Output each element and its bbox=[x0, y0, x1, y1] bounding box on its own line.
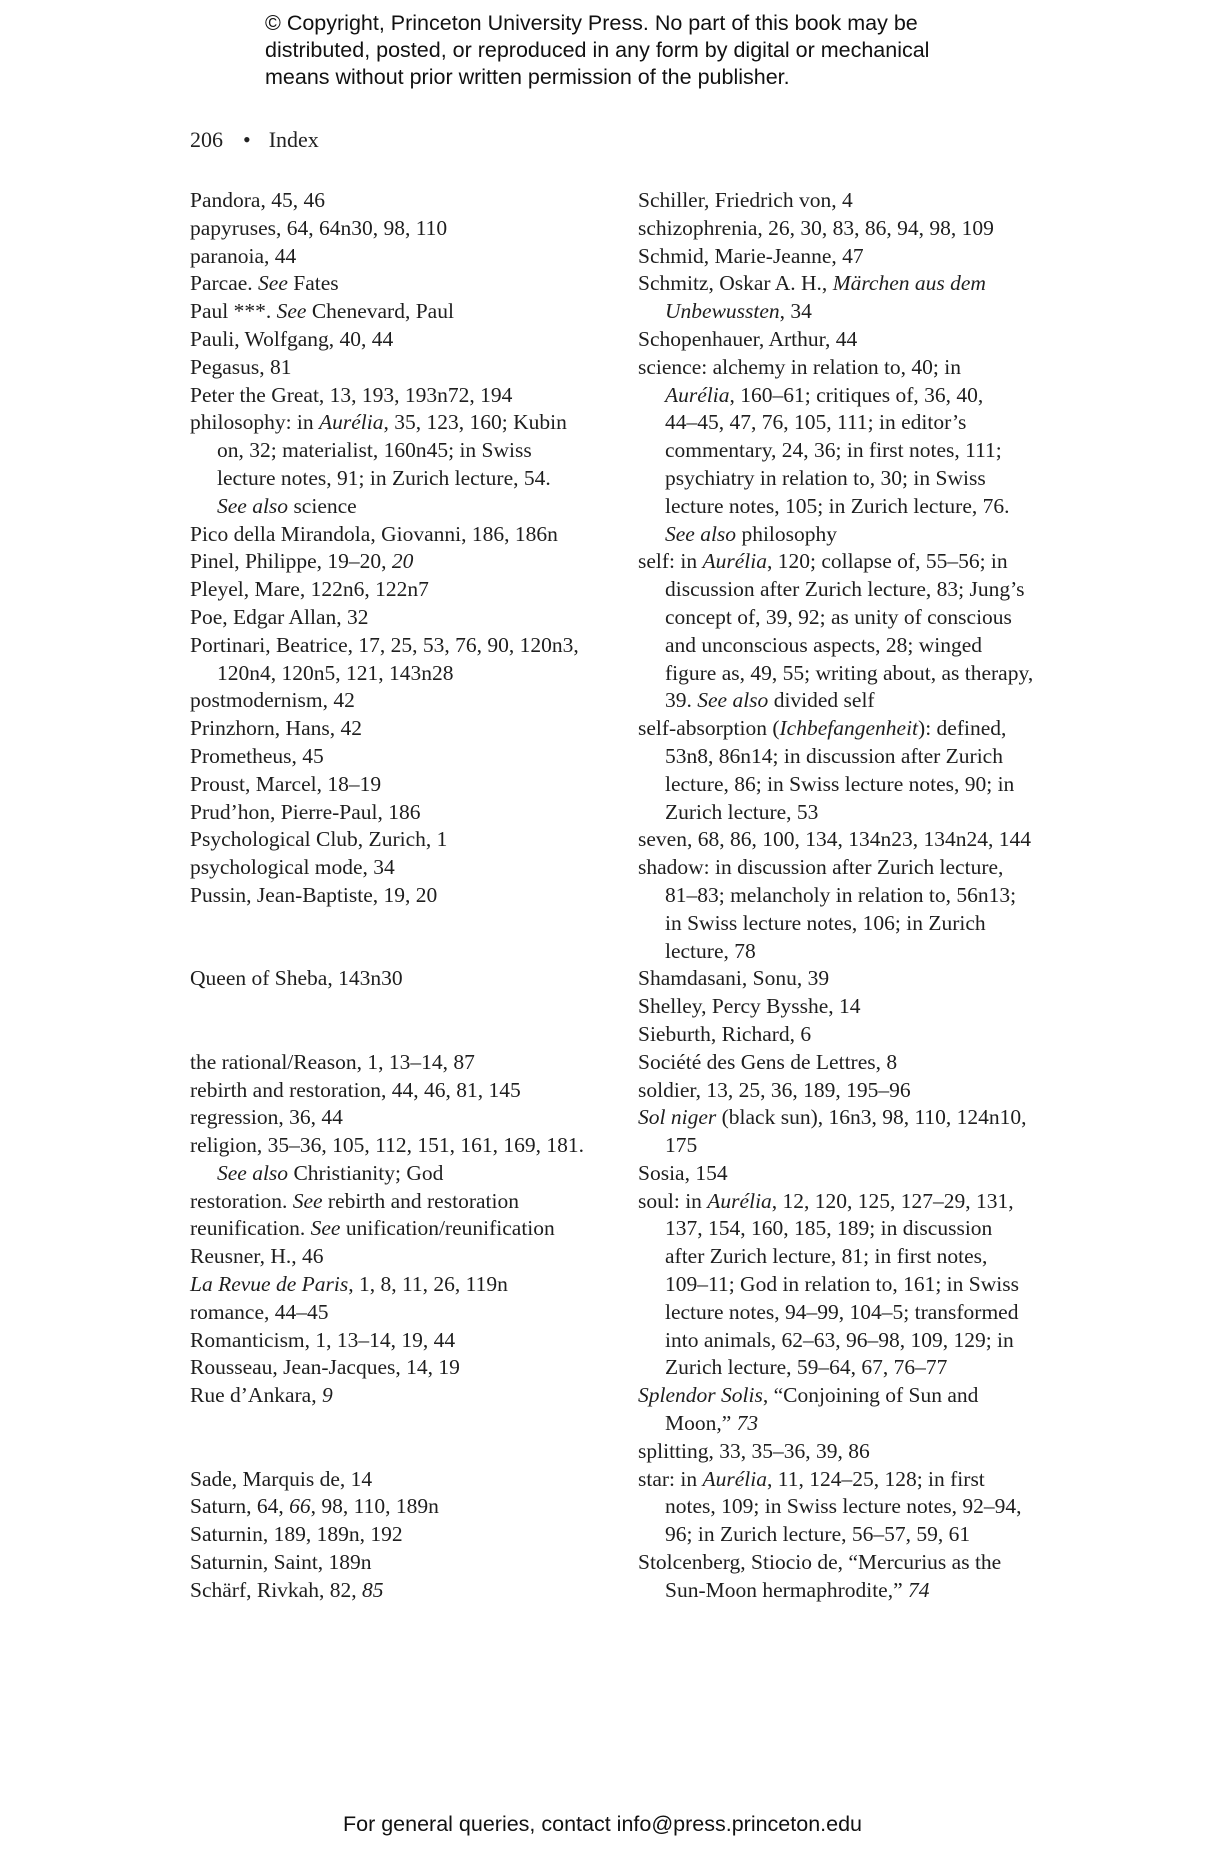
index-entry bbox=[638, 965, 1083, 993]
index-entry-continuation bbox=[638, 771, 1083, 799]
index-entry bbox=[190, 854, 630, 882]
index-entry-text: soul: in bbox=[638, 1188, 708, 1213]
index-entry bbox=[190, 1243, 630, 1271]
index-entry-text: Reusner, H., 46 bbox=[190, 1244, 324, 1269]
index-spacer bbox=[190, 993, 630, 1021]
index-entry bbox=[638, 354, 1083, 382]
index-entry bbox=[190, 882, 630, 910]
index-entry-text: self-absorption ( bbox=[638, 716, 780, 741]
index-entry-text: Queen of Sheba, 143n30 bbox=[190, 966, 403, 991]
index-entry bbox=[190, 243, 630, 271]
index-entry bbox=[190, 604, 630, 632]
index-entry-text: Pico della Mirandola, Giovanni, 186, 186n bbox=[190, 521, 558, 546]
index-entry-text: Sosia, 154 bbox=[638, 1160, 728, 1185]
index-entry-italic: 74 bbox=[908, 1577, 930, 1602]
index-entry-italic: Aurélia bbox=[702, 549, 767, 574]
index-entry-text: Prinzhorn, Hans, 42 bbox=[190, 716, 362, 741]
index-entry-text: Prometheus, 45 bbox=[190, 743, 324, 768]
copyright-line: means without prior written permission of the publisher. bbox=[265, 65, 790, 89]
index-entry-text: Sun-Moon hermaphrodite,” bbox=[665, 1577, 909, 1602]
index-entry bbox=[190, 382, 630, 410]
index-entry-text: Pleyel, Mare, 122n6, 122n7 bbox=[190, 577, 429, 602]
index-column-left bbox=[190, 187, 630, 1605]
index-entry-continuation bbox=[638, 799, 1083, 827]
index-entry-italic: 73 bbox=[736, 1411, 759, 1436]
index-entry-text: 53n8, 86n14; in discussion after Zurich bbox=[665, 743, 1003, 768]
index-entry-text: Sieburth, Richard, 6 bbox=[638, 1021, 812, 1046]
index-entry-continuation bbox=[190, 437, 630, 465]
index-entry-text: Stolcenberg, Stiocio de, “Mercurius as the bbox=[638, 1550, 1002, 1575]
index-entry-text: 39. bbox=[665, 688, 698, 713]
index-entry-continuation bbox=[638, 1327, 1083, 1355]
index-entry-text: Chenevard, Paul bbox=[306, 299, 454, 324]
index-entry-text: lecture notes, 94–99, 104–5; transformed bbox=[665, 1299, 1019, 1324]
index-entry bbox=[190, 326, 630, 354]
index-entry bbox=[638, 243, 1083, 271]
index-entry bbox=[190, 1466, 630, 1494]
index-entry bbox=[190, 576, 630, 604]
index-entry bbox=[638, 548, 1083, 576]
index-entry-text: self: in bbox=[638, 549, 703, 574]
index-entry bbox=[638, 1077, 1083, 1105]
index-entry-text: splitting, 33, 35–36, 39, 86 bbox=[638, 1438, 870, 1463]
index-entry-continuation bbox=[638, 1521, 1083, 1549]
index-entry-text: after Zurich lecture, 81; in first notes, bbox=[665, 1244, 988, 1269]
index-entry bbox=[190, 965, 630, 993]
index-entry-continuation bbox=[638, 521, 1083, 549]
index-entry-italic: Splendor Solis bbox=[638, 1383, 763, 1408]
index-entry-text: Saturnin, 189, 189n, 192 bbox=[190, 1522, 403, 1547]
index-entry-italic: Aurélia bbox=[702, 1466, 767, 1491]
index-entry-italic: Ichbefangenheit bbox=[779, 716, 919, 741]
index-entry-text: 81–83; melancholy in relation to, 56n13; bbox=[665, 882, 1017, 907]
index-entry-text: philosophy: in bbox=[190, 410, 320, 435]
index-entry-continuation bbox=[638, 1132, 1083, 1160]
index-entry-text: , 1, 8, 11, 26, 119n bbox=[348, 1272, 508, 1297]
index-entry-continuation bbox=[638, 1215, 1083, 1243]
index-entry bbox=[638, 1104, 1083, 1132]
index-entry-continuation bbox=[638, 743, 1083, 771]
index-entry-italic: See also bbox=[697, 688, 769, 713]
index-entry bbox=[190, 187, 630, 215]
index-entry-italic: See also bbox=[217, 1160, 289, 1185]
index-entry-text: (black sun), 16n3, 98, 110, 124n10, bbox=[716, 1105, 1027, 1130]
index-entry-text: schizophrenia, 26, 30, 83, 86, 94, 98, 109 bbox=[638, 215, 994, 240]
index-entry-text: Pauli, Wolfgang, 40, 44 bbox=[190, 326, 394, 351]
index-entry-text: concept of, 39, 92; as unity of conscious bbox=[665, 604, 1012, 629]
index-entry-continuation bbox=[638, 1354, 1083, 1382]
index-entry-text: the rational/Reason, 1, 13–14, 87 bbox=[190, 1049, 475, 1074]
index-entry-text: Christianity; God bbox=[288, 1160, 444, 1185]
index-entry-text: Rue d’Ankara, bbox=[190, 1383, 322, 1408]
index-entry-continuation bbox=[638, 576, 1083, 604]
index-entry bbox=[638, 1438, 1083, 1466]
index-entry-text: Rousseau, Jean-Jacques, 14, 19 bbox=[190, 1355, 460, 1380]
index-entry-text: Pandora, 45, 46 bbox=[190, 188, 325, 212]
index-entry bbox=[638, 1188, 1083, 1216]
index-entry-italic: Sol niger bbox=[638, 1105, 717, 1130]
index-entry-text: divided self bbox=[768, 688, 875, 713]
index-entry-text: 175 bbox=[665, 1133, 698, 1158]
index-entry-text: in Swiss lecture notes, 106; in Zurich bbox=[665, 910, 986, 935]
index-entry-text: and unconscious aspects, 28; winged bbox=[665, 632, 983, 657]
running-head bbox=[190, 127, 319, 153]
index-entry-text: , 35, 123, 160; Kubin bbox=[383, 410, 567, 435]
index-entry bbox=[638, 993, 1083, 1021]
index-entry bbox=[190, 1521, 630, 1549]
section-title: Index bbox=[268, 127, 319, 152]
index-entry-text: lecture, 86; in Swiss lecture notes, 90; in bbox=[665, 771, 1015, 796]
index-spacer bbox=[190, 1021, 630, 1049]
index-column-right bbox=[638, 187, 1083, 1605]
index-entry-text: psychiatry in relation to, 30; in Swiss bbox=[665, 465, 986, 490]
index-entry bbox=[190, 1577, 630, 1605]
index-entry bbox=[190, 632, 630, 660]
index-entry-text: Pussin, Jean-Baptiste, 19, 20 bbox=[190, 882, 438, 907]
index-entry bbox=[190, 270, 630, 298]
index-entry-continuation bbox=[638, 382, 1083, 410]
index-entry bbox=[190, 1382, 630, 1410]
index-entry-text: Zurich lecture, 53 bbox=[665, 799, 819, 824]
index-entry bbox=[638, 1021, 1083, 1049]
index-entry-continuation bbox=[638, 465, 1083, 493]
index-entry-continuation bbox=[638, 1493, 1083, 1521]
index-entry bbox=[638, 715, 1083, 743]
index-entry-italic: 9 bbox=[321, 1383, 333, 1408]
index-entry bbox=[190, 1299, 630, 1327]
index-entry-text: unification/reunification bbox=[340, 1216, 555, 1241]
index-entry-text: Schärf, Rivkah, 82, bbox=[190, 1577, 362, 1602]
index-entry bbox=[190, 1327, 630, 1355]
index-entry-text: , 11, 124–25, 128; in first bbox=[767, 1466, 985, 1491]
index-entry-continuation bbox=[638, 910, 1083, 938]
index-entry bbox=[638, 326, 1083, 354]
index-entry bbox=[638, 1382, 1083, 1410]
index-entry bbox=[190, 215, 630, 243]
index-entry-text: Schmid, Marie-Jeanne, 47 bbox=[638, 243, 864, 268]
index-entry-italic: See bbox=[292, 1188, 323, 1213]
index-entry-text: soldier, 13, 25, 36, 189, 195–96 bbox=[638, 1077, 911, 1102]
index-entry bbox=[638, 1049, 1083, 1077]
index-entry-text: Moon,” bbox=[665, 1411, 737, 1436]
index-entry-continuation bbox=[638, 604, 1083, 632]
index-entry-text: paranoia, 44 bbox=[190, 243, 297, 268]
index-entry-text: Poe, Edgar Allan, 32 bbox=[190, 604, 369, 629]
index-entry-text: figure as, 49, 55; writing about, as therapy, bbox=[665, 660, 1034, 685]
page-number: 206 bbox=[190, 127, 223, 152]
index-entry bbox=[190, 354, 630, 382]
copyright-notice bbox=[265, 10, 1025, 91]
index-spacer bbox=[190, 910, 630, 938]
index-entry-text: shadow: in discussion after Zurich lecture, bbox=[638, 855, 1004, 880]
index-entry bbox=[190, 715, 630, 743]
index-entry-text: postmodernism, 42 bbox=[190, 688, 355, 713]
index-spacer bbox=[190, 1410, 630, 1438]
index-entry-continuation bbox=[638, 660, 1083, 688]
index-entry bbox=[190, 1104, 630, 1132]
index-entry-text: star: in bbox=[638, 1466, 703, 1491]
index-entry bbox=[190, 521, 630, 549]
index-entry-text: , 98, 110, 189n bbox=[310, 1494, 439, 1519]
index-entry-continuation bbox=[638, 1243, 1083, 1271]
index-entry bbox=[638, 215, 1083, 243]
index-entry-italic: See bbox=[258, 271, 288, 296]
index-entry-italic: Märchen aus dem bbox=[832, 271, 986, 296]
index-entry bbox=[190, 1077, 630, 1105]
index-entry-continuation bbox=[638, 1271, 1083, 1299]
copyright-line: distributed, posted, or reproduced in any form by digital or mechanical bbox=[265, 38, 930, 62]
index-entry bbox=[190, 548, 630, 576]
index-entry bbox=[190, 1271, 630, 1299]
index-entry-text: 96; in Zurich lecture, 56–57, 59, 61 bbox=[665, 1522, 971, 1547]
index-entry-text: 120n4, 120n5, 121, 143n28 bbox=[217, 660, 454, 685]
index-entry-text: Proust, Marcel, 18–19 bbox=[190, 771, 382, 796]
index-entry-continuation bbox=[190, 1160, 630, 1188]
index-entry-text: reunification. bbox=[190, 1216, 311, 1241]
index-entry-italic: 66 bbox=[289, 1494, 311, 1519]
index-entry-text: , “Conjoining of Sun and bbox=[762, 1383, 979, 1408]
index-entry-text: lecture, 78 bbox=[665, 938, 756, 963]
index-entry-text: Société des Gens de Lettres, 8 bbox=[638, 1049, 898, 1074]
index-entry-text: papyruses, 64, 64n30, 98, 110 bbox=[190, 215, 448, 240]
index-spacer bbox=[190, 938, 630, 966]
index-entry-italic: Unbewussten bbox=[665, 299, 780, 324]
index-entry bbox=[190, 743, 630, 771]
index-entry-text: commentary, 24, 36; in first notes, 111; bbox=[665, 438, 1002, 463]
index-entry-text: regression, 36, 44 bbox=[190, 1105, 343, 1130]
index-entry-text: lecture notes, 105; in Zurich lecture, 76. bbox=[665, 493, 1010, 518]
index-entry-continuation bbox=[638, 1299, 1083, 1327]
index-entry-continuation bbox=[638, 493, 1083, 521]
index-entry-continuation bbox=[638, 938, 1083, 966]
index-entry-continuation bbox=[190, 465, 630, 493]
index-entry-text: Saturnin, Saint, 189n bbox=[190, 1550, 372, 1575]
index-entry-text: Shamdasani, Sonu, 39 bbox=[638, 966, 830, 991]
index-entry-text: ): defined, bbox=[918, 716, 1007, 741]
index-entry-text: Saturn, 64, bbox=[190, 1494, 290, 1519]
index-entry-continuation bbox=[638, 882, 1083, 910]
index-entry-text: , 120; collapse of, 55–56; in bbox=[767, 549, 1008, 574]
index-entry-italic: 20 bbox=[391, 549, 414, 574]
index-entry-italic: La Revue de Paris bbox=[190, 1272, 349, 1297]
index-entry bbox=[190, 298, 630, 326]
index-entry bbox=[190, 1354, 630, 1382]
index-entry-continuation bbox=[638, 687, 1083, 715]
index-entry bbox=[190, 1049, 630, 1077]
index-entry-text: Zurich lecture, 59–64, 67, 76–77 bbox=[665, 1355, 948, 1380]
index-entry-italic: Aurélia bbox=[707, 1188, 772, 1213]
index-entry bbox=[190, 1188, 630, 1216]
index-entry bbox=[190, 687, 630, 715]
index-entry-text: on, 32; materialist, 160n45; in Swiss bbox=[217, 438, 532, 463]
index-entry-text: rebirth and restoration bbox=[322, 1188, 519, 1213]
index-entry-text: science bbox=[288, 493, 357, 518]
index-entry-text: Peter the Great, 13, 193, 193n72, 194 bbox=[190, 382, 513, 407]
index-entry-continuation bbox=[638, 632, 1083, 660]
index-entry-italic: See bbox=[276, 299, 307, 324]
index-entry bbox=[638, 270, 1083, 298]
index-entry-text: Schmitz, Oskar A. H., bbox=[638, 271, 833, 296]
index-entry bbox=[638, 826, 1083, 854]
index-entry-text: lecture notes, 91; in Zurich lecture, 54. bbox=[217, 465, 551, 490]
index-entry-continuation bbox=[638, 298, 1083, 326]
index-entry-text: , 160–61; critiques of, 36, 40, bbox=[729, 382, 984, 407]
index-entry bbox=[638, 1549, 1083, 1577]
index-entry bbox=[190, 1132, 630, 1160]
index-entry bbox=[190, 1493, 630, 1521]
index-entry-text: Portinari, Beatrice, 17, 25, 53, 76, 90, 120n3, bbox=[190, 632, 579, 657]
index-entry bbox=[638, 854, 1083, 882]
index-entry bbox=[190, 1215, 630, 1243]
index-entry-text: Pegasus, 81 bbox=[190, 354, 292, 379]
index-entry-continuation bbox=[638, 1410, 1083, 1438]
index-entry-text: notes, 109; in Swiss lecture notes, 92–94, bbox=[665, 1494, 1022, 1519]
index-entry bbox=[190, 771, 630, 799]
index-entry bbox=[190, 826, 630, 854]
index-entry-text: Shelley, Percy Bysshe, 14 bbox=[638, 994, 861, 1019]
index-entry-text: Parcae. bbox=[190, 271, 259, 296]
index-entry bbox=[638, 1160, 1083, 1188]
copyright-line: © Copyright, Princeton University Press. No part of this book may be bbox=[265, 11, 918, 35]
footer-contact: For general queries, contact info@press.princeton.edu bbox=[343, 1812, 863, 1836]
index-entry-continuation bbox=[638, 437, 1083, 465]
index-entry-text: discussion after Zurich lecture, 83; Jung’s bbox=[665, 577, 1025, 602]
index-entry-text: , 34 bbox=[779, 299, 812, 324]
index-entry-text: Prud’hon, Pierre-Paul, 186 bbox=[190, 799, 421, 824]
index-entry bbox=[190, 799, 630, 827]
index-entry-text: into animals, 62–63, 96–98, 109, 129; in bbox=[665, 1327, 1014, 1352]
index-entry bbox=[190, 1549, 630, 1577]
index-entry-italic: See also bbox=[217, 493, 289, 518]
index-entry-text: science: alchemy in relation to, 40; in bbox=[638, 354, 961, 379]
index-entry-continuation bbox=[190, 660, 630, 688]
index-entry bbox=[638, 1466, 1083, 1494]
index-entry-text: religion, 35–36, 105, 112, 151, 161, 169, 181. bbox=[190, 1133, 584, 1158]
index-entry-text: , 12, 120, 125, 127–29, 131, bbox=[771, 1188, 1014, 1213]
index-entry-text: psychological mode, 34 bbox=[190, 855, 395, 880]
index-entry-text: Psychological Club, Zurich, 1 bbox=[190, 827, 448, 852]
index-entry-text: Schiller, Friedrich von, 4 bbox=[638, 188, 853, 212]
index-entry bbox=[638, 187, 1083, 215]
index-entry-text: Schopenhauer, Arthur, 44 bbox=[638, 326, 858, 351]
index-entry-text: Sade, Marquis de, 14 bbox=[190, 1466, 373, 1491]
index-entry-italic: Aurélia bbox=[665, 382, 730, 407]
index-entry-text: 44–45, 47, 76, 105, 111; in editor’s bbox=[665, 410, 967, 435]
index-entry-italic: See bbox=[310, 1216, 341, 1241]
index-entry-text: romance, 44–45 bbox=[190, 1299, 329, 1324]
index-entry-text: Fates bbox=[287, 271, 339, 296]
index-entry-italic: Aurélia bbox=[319, 410, 384, 435]
index-entry-text: seven, 68, 86, 100, 134, 134n23, 134n24, 144 bbox=[638, 827, 1031, 852]
index-entry-text: philosophy bbox=[736, 521, 838, 546]
index-entry-italic: See also bbox=[665, 521, 737, 546]
index-entry-continuation bbox=[638, 1577, 1083, 1605]
index-entry bbox=[190, 409, 630, 437]
index-entry-continuation bbox=[190, 493, 630, 521]
index-entry-text: Pinel, Philippe, 19–20, bbox=[190, 549, 392, 574]
index-entry-text: rebirth and restoration, 44, 46, 81, 145 bbox=[190, 1077, 521, 1102]
index-entry-text: restoration. bbox=[190, 1188, 293, 1213]
index-entry-italic: 85 bbox=[361, 1577, 384, 1602]
index-entry-text: Paul ***. bbox=[190, 299, 277, 324]
index-entry-text: Romanticism, 1, 13–14, 19, 44 bbox=[190, 1327, 456, 1352]
bullet-separator: • bbox=[243, 127, 251, 152]
index-entry-text: 137, 154, 160, 185, 189; in discussion bbox=[665, 1216, 993, 1241]
index-entry-text: 109–11; God in relation to, 161; in Swiss bbox=[665, 1272, 1019, 1297]
index-entry-continuation bbox=[638, 409, 1083, 437]
index-spacer bbox=[190, 1438, 630, 1466]
